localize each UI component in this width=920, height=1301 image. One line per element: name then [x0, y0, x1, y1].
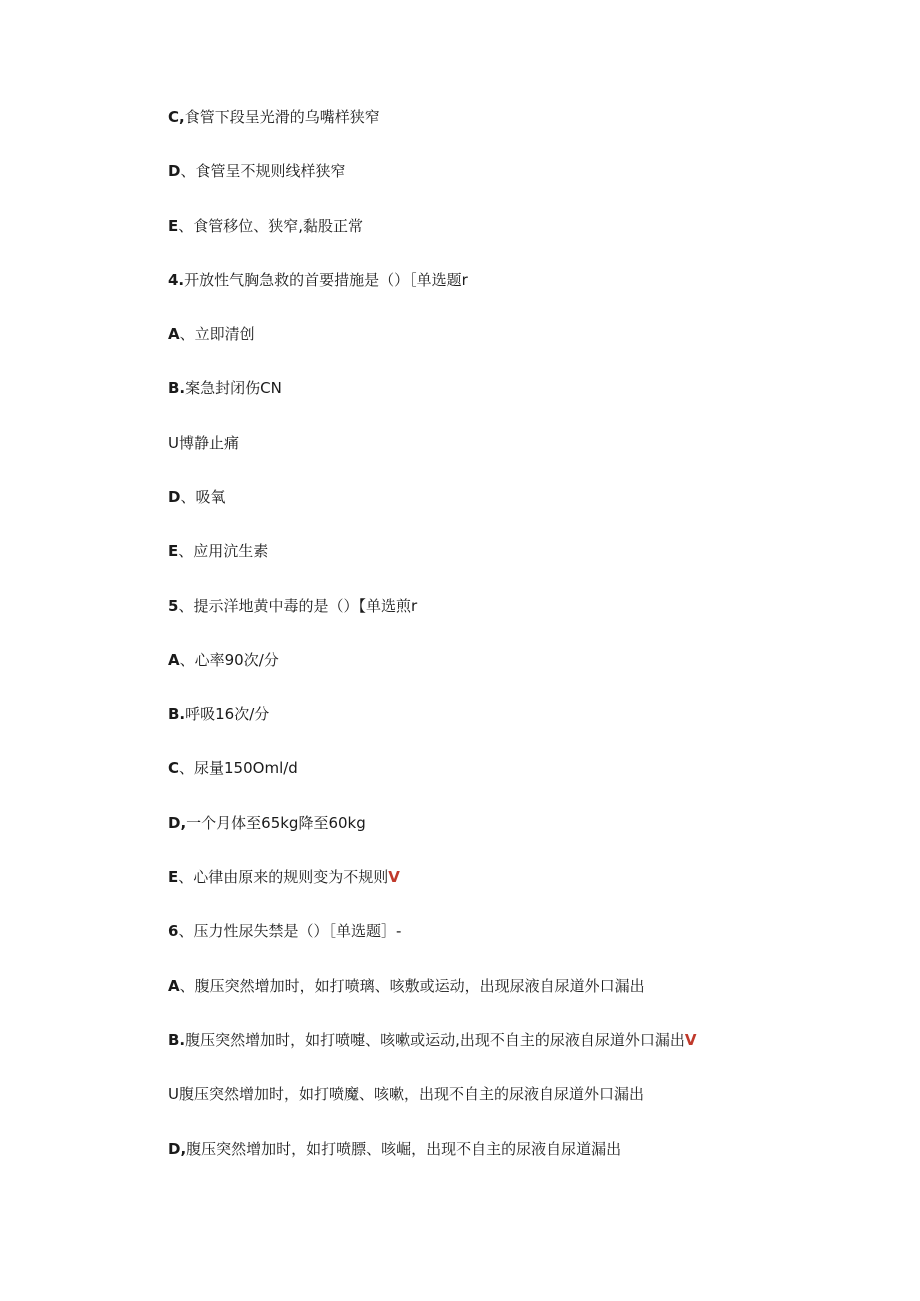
option-letter: A — [168, 651, 180, 669]
option-c-q6 — [168, 1084, 644, 1104]
option-d-q3 — [168, 161, 345, 181]
option-text: 腹压突然增加时，如打喷嚏、咳嗽或运动,出现不自主的尿液自尿道外口漏出 — [185, 1031, 685, 1049]
option-letter: B. — [168, 379, 186, 397]
option-letter: E — [168, 217, 179, 235]
option-text: 腹压突然增加时，如打喷魔、咳嗽，出现不自主的尿液自尿道外口漏出 — [178, 1085, 644, 1103]
option-letter: C, — [168, 108, 185, 126]
option-letter: D, — [168, 814, 187, 832]
option-text: 、食管呈不规则线样狭窄 — [180, 162, 346, 180]
option-letter: E — [168, 868, 179, 886]
option-text: 、心律由原来的规则变为不规则 — [178, 868, 389, 886]
option-letter: D — [168, 162, 181, 180]
option-text: 一个月体至65kg降至60kg — [186, 814, 366, 832]
question-text: 开放性气胸急救的首要措施是（）［单选题r — [184, 271, 468, 289]
question-text: 、压力性尿失禁是（）［单选题］- — [178, 922, 402, 940]
option-text: 、吸氧 — [180, 488, 226, 506]
option-c-q3 — [168, 107, 380, 127]
option-b-q5 — [168, 704, 269, 724]
option-letter: U — [168, 1085, 179, 1103]
option-letter: B. — [168, 1031, 186, 1049]
option-d-q4 — [168, 487, 225, 507]
option-letter: C — [168, 759, 180, 777]
option-letter: E — [168, 542, 179, 560]
question-number: 6 — [168, 922, 179, 940]
option-c-q4 — [168, 433, 239, 453]
option-b-q6 — [168, 1030, 697, 1050]
option-letter: D, — [168, 1140, 187, 1158]
option-text: 、尿量150Oml/d — [179, 759, 298, 777]
question-number: 4. — [168, 271, 185, 289]
option-c-q5 — [168, 758, 298, 778]
option-a-q4 — [168, 324, 255, 344]
option-text: 食管下段呈光滑的乌嘴样狭窄 — [184, 108, 380, 126]
option-letter: D — [168, 488, 181, 506]
option-letter: A — [168, 325, 180, 343]
option-b-q4 — [168, 378, 282, 398]
option-d-q6 — [168, 1139, 621, 1159]
option-letter: A — [168, 977, 180, 995]
option-a-q6 — [168, 976, 645, 996]
question-text: 、提示洋地黄中毒的是（）【单选煎r — [178, 597, 418, 615]
option-letter: B. — [168, 705, 186, 723]
option-letter: U — [168, 434, 179, 452]
check-mark: V — [388, 868, 400, 886]
option-text: 、心率90次/分 — [179, 651, 279, 669]
option-text: 、立即清创 — [179, 325, 255, 343]
option-a-q5 — [168, 650, 279, 670]
option-text: 腹压突然增加时，如打喷膘、咳崛，出现不自主的尿液自尿道漏出 — [186, 1140, 622, 1158]
option-e-q3 — [168, 216, 363, 236]
option-text: 、食管移位、狭窄,黏股正常 — [178, 217, 364, 235]
option-e-q5 — [168, 867, 400, 887]
option-text: 、应用沆生素 — [178, 542, 269, 560]
option-text: 呼吸16次/分 — [185, 705, 270, 723]
option-e-q4 — [168, 541, 268, 561]
question-number: 5 — [168, 597, 179, 615]
question-5 — [168, 596, 417, 616]
option-text: 案急封闭伤CN — [185, 379, 282, 397]
option-d-q5 — [168, 813, 366, 833]
question-4 — [168, 270, 468, 290]
question-6 — [168, 921, 401, 941]
option-text: 、腹压突然增加时，如打喷璃、咳敷或运动，出现尿液自尿道外口漏出 — [179, 977, 645, 995]
option-text: 博静止痛 — [178, 434, 239, 452]
check-mark: V — [684, 1031, 697, 1049]
